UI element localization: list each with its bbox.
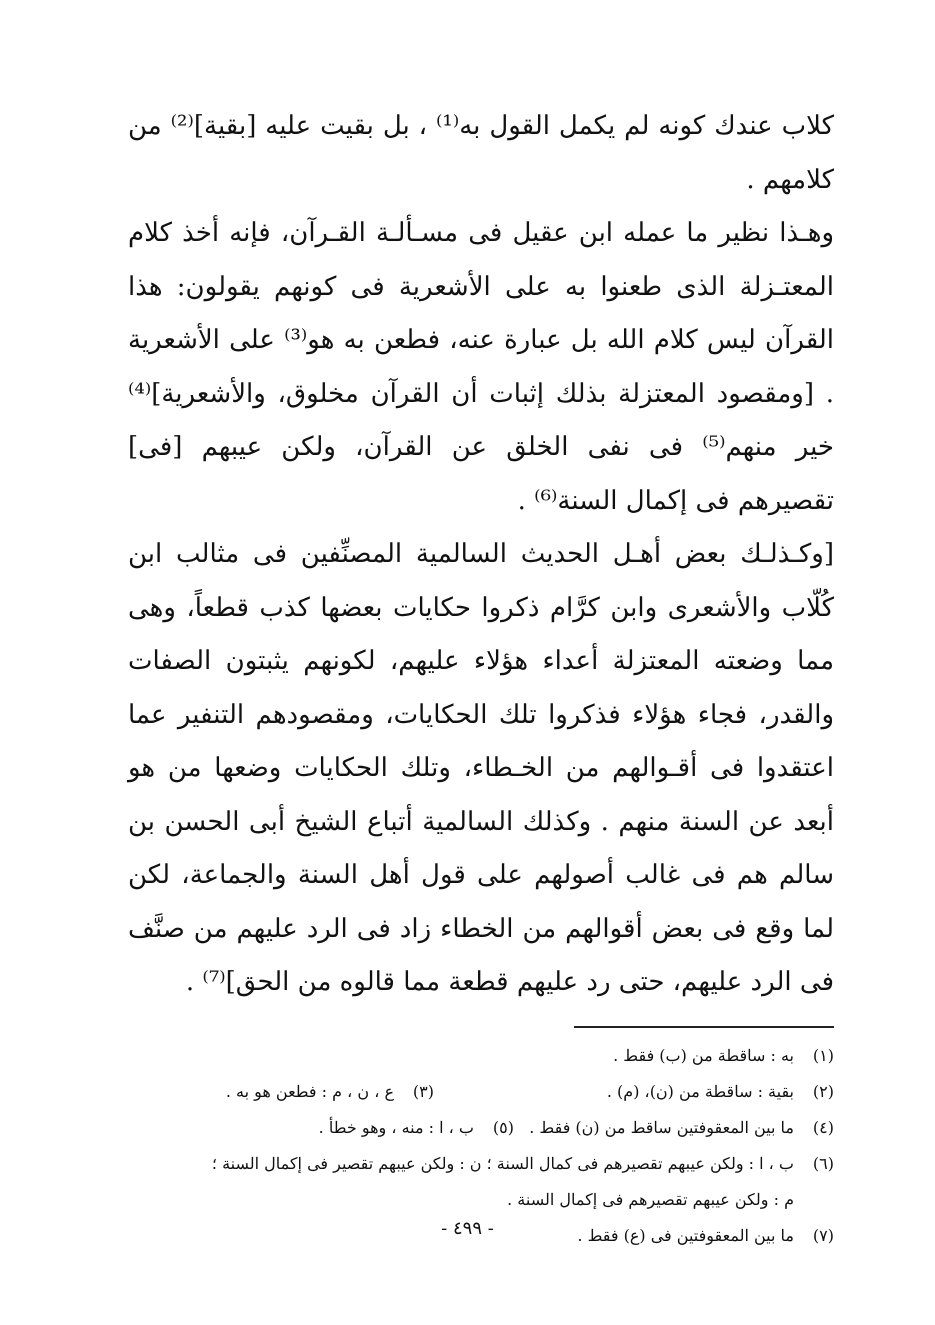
- footnote-number: (٥): [492, 1117, 514, 1137]
- footnote-text: بقية : ساقطة من (ن)، (م) .: [606, 1081, 794, 1101]
- footnote-2-3: [128, 1074, 834, 1110]
- footnote-number: (١): [812, 1045, 834, 1065]
- footnote-6-continued: م : ولكن عيبهم تقصيرهم فى إكمال السنة .: [507, 1189, 794, 1209]
- page-number: - ٤٩٩ -: [441, 1218, 494, 1239]
- footnote-text: به : ساقطة من (ب) فقط .: [613, 1045, 794, 1065]
- footnote-number: (٢): [812, 1081, 834, 1101]
- footnote-text: ما بين المعقوفتين فى (ع) فقط .: [577, 1225, 794, 1245]
- page: [128, 100, 834, 1254]
- footnote-number: (٤): [812, 1117, 834, 1137]
- footnote-4-5: [128, 1110, 834, 1146]
- paragraph-1: كلاب عندك كونه لم يكمل القول به⁽¹⁾ ، بل بقيت عليه [بقية]⁽²⁾ من كلامهم .: [128, 111, 834, 195]
- footnote-text: ب ، ا : ولكن عيبهم تقصيرهم فى كمال السنة ؛ ن : ولكن عيبهم تقصير فى إكمال السنة ؛: [211, 1153, 794, 1173]
- footnote-divider: [574, 1026, 834, 1028]
- footnote-text: ما بين المعقوفتين ساقط من (ن) فقط .: [529, 1117, 794, 1137]
- footnote-1: [128, 1038, 834, 1074]
- footnote-number: (٧): [812, 1225, 834, 1245]
- footnote-number: (٣): [412, 1081, 434, 1101]
- footnote-text: ب ، ا : منه ، وهو خطأ .: [318, 1117, 474, 1137]
- paragraph-2: وهـذا نظير ما عمله ابن عقيل فى مسـألـة القـرآن، فإنه أخذ كلام المعتـزلة الذى طعنوا به على الأشعرية فى كونهم يقولون: هذا القرآن ليس كلام الله بل عبارة عنه، فطعن به هو⁽³⁾ على الأشعرية . [ومقصود المعتزلة بذلك إثبات أن القرآن مخلوق، والأشعرية]⁽⁴⁾ خير منهم⁽⁵⁾ فى نفى الخلق عن القرآن، ولكن عيبهم [فى] تقصيرهم فى إكمال السنة⁽⁶⁾ .: [128, 218, 834, 516]
- footnote-text: ع ، ن ، م : فطعن هو به .: [225, 1081, 394, 1101]
- main-text: [128, 100, 834, 1010]
- footnote-number: (٦): [812, 1153, 834, 1173]
- paragraph-3: [وكـذلـك بعض أهـل الحديث السالمية المصنِّفين فى مثالب ابن كُلّاب والأشعرى وابن كرَّام ذكروا حكايات بعضها كذب قطعاً، وهى مما وضعته المعتزلة أعداء هؤلاء عليهم، لكونهم يثبتون الصفات والقدر، فجاء هؤلاء فذكروا تلك الحكايات، ومقصودهم التنفير عما اعتقدوا فى أقـوالهم من الخـطاء، وتلك الحكايات وضعها من هو أبعد عن السنة منهم . وكذلك السالمية أتباع الشيخ أبى الحسن بن سالم هم فى غالب أصولهم على قول أهل السنة والجماعة، لكن لما وقع فى بعض أقوالهم من الخطاء زاد فى الرد عليهم من صنَّف فى الرد عليهم، حتى رد عليهم قطعة مما قالوه من الحق]⁽⁷⁾ .: [128, 539, 834, 997]
- footnote-6: [128, 1146, 834, 1182]
